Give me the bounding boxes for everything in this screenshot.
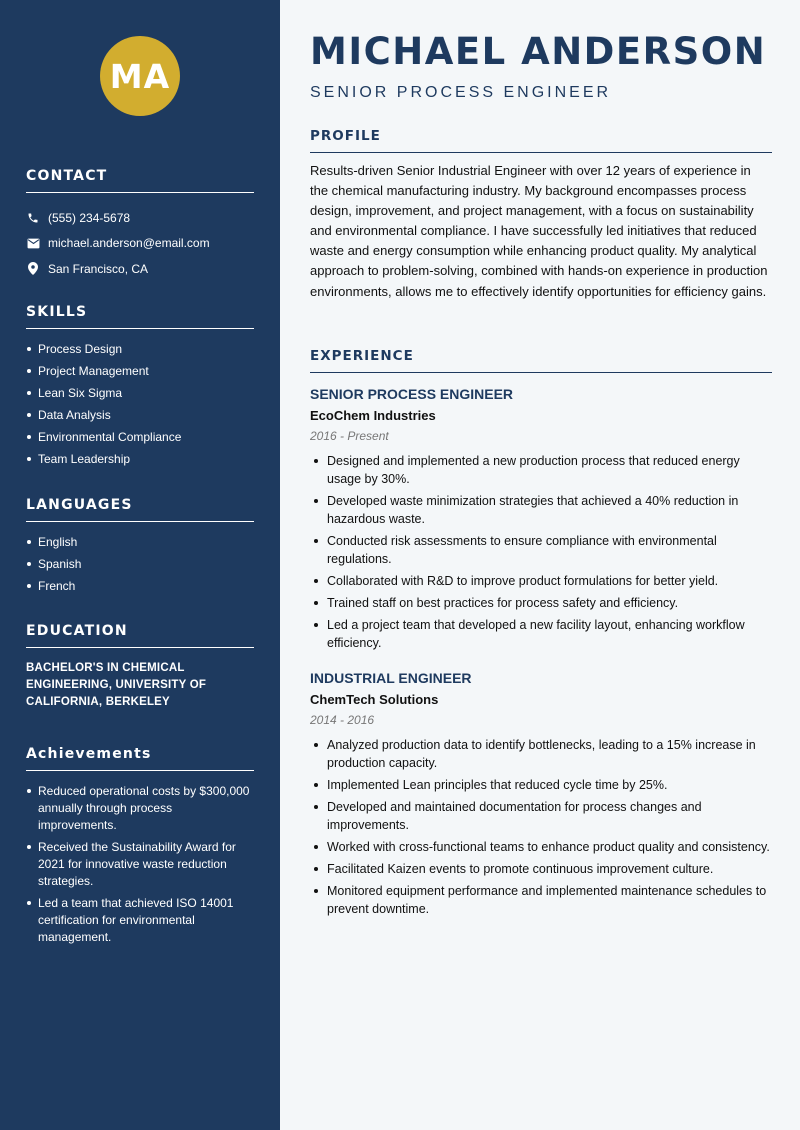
sidebar — [0, 0, 280, 1130]
skill-item: Team Leadership — [26, 451, 254, 467]
language-item: English — [26, 534, 254, 550]
job-title: SENIOR PROCESS ENGINEER — [310, 386, 514, 402]
achievement-item: Led a team that achieved ISO 14001 certification for environmental management. — [26, 895, 254, 946]
job-bullet: Led a project team that developed a new facility layout, enhancing workflow efficiency. — [310, 616, 772, 652]
job-bullets — [310, 452, 772, 652]
avatar: MA — [100, 36, 180, 116]
candidate-title: SENIOR PROCESS ENGINEER — [310, 84, 612, 101]
achievement-item: Received the Sustainability Award for 2021 for innovative waste reduction strategies. — [26, 839, 254, 890]
experience-heading: EXPERIENCE — [310, 348, 772, 373]
language-item: French — [26, 578, 254, 594]
education-section — [26, 623, 254, 711]
job-dates: 2014 - 2016 — [310, 713, 375, 727]
skills-section — [26, 304, 254, 473]
job-bullet: Conducted risk assessments to ensure compliance with environmental regulations. — [310, 532, 772, 568]
skill-item: Project Management — [26, 363, 254, 379]
profile-section — [310, 128, 772, 302]
job-bullet: Facilitated Kaizen events to promote continuous improvement culture. — [310, 860, 772, 878]
education-degree: BACHELOR'S IN CHEMICAL ENGINEERING, UNIVERSITY OF CALIFORNIA, BERKELEY — [26, 662, 207, 708]
job-bullet: Developed waste minimization strategies that achieved a 40% reduction in hazardous waste. — [310, 492, 772, 528]
achievements-list — [26, 783, 254, 946]
contact-phone — [26, 205, 254, 231]
skills-heading: SKILLS — [26, 304, 254, 329]
achievement-item: Reduced operational costs by $300,000 annually through process improvements. — [26, 783, 254, 834]
achievements-heading: Achievements — [26, 746, 254, 771]
contact-section — [26, 168, 254, 282]
languages-list — [26, 534, 254, 594]
job-company: ChemTech Solutions — [310, 692, 439, 707]
job-bullet: Worked with cross-functional teams to enhance product quality and consistency. — [310, 838, 772, 856]
achievements-section — [26, 746, 254, 951]
job-bullet: Collaborated with R&D to improve product formulations for better yield. — [310, 572, 772, 590]
profile-text: Results-driven Senior Industrial Engineer with over 12 years of experience in the chemical manufacturing industry. My background encompasses process design, improvement, and project management, with a focus on sustainability and environmental compliance. I have successfully led initiatives that reduced waste and energy consumption while enhancing product quality. My analytical approach to problem-solving, combined with hands-on experience in production environments, allows me to effectively identify opportunities for efficiency gains. — [310, 163, 768, 299]
job-bullets — [310, 736, 772, 918]
languages-section — [26, 497, 254, 600]
contact-heading: CONTACT — [26, 168, 254, 193]
contact-location — [26, 256, 254, 282]
contact-email — [26, 231, 254, 257]
job-bullet: Developed and maintained documentation for process changes and improvements. — [310, 798, 772, 834]
email-text[interactable]: michael.anderson@email.com — [48, 236, 210, 251]
job-bullet: Trained staff on best practices for process safety and efficiency. — [310, 594, 772, 612]
profile-heading: PROFILE — [310, 128, 772, 153]
location-pin-icon — [26, 262, 40, 276]
job-dates: 2016 - Present — [310, 429, 389, 443]
skill-item: Lean Six Sigma — [26, 385, 254, 401]
languages-heading: LANGUAGES — [26, 497, 254, 522]
skill-item: Data Analysis — [26, 407, 254, 423]
job-entry — [310, 386, 772, 652]
skill-item: Process Design — [26, 341, 254, 357]
location-text: San Francisco, CA — [48, 261, 149, 276]
job-bullet: Designed and implemented a new production process that reduced energy usage by 30%. — [310, 452, 772, 488]
job-bullet: Implemented Lean principles that reduced cycle time by 25%. — [310, 776, 772, 794]
skill-item: Environmental Compliance — [26, 429, 254, 445]
job-title: INDUSTRIAL ENGINEER — [310, 670, 472, 686]
phone-icon — [26, 211, 40, 225]
job-bullet: Analyzed production data to identify bottlenecks, leading to a 15% increase in production capacity. — [310, 736, 772, 772]
job-entry — [310, 670, 772, 918]
phone-text[interactable]: (555) 234-5678 — [48, 210, 131, 225]
skills-list — [26, 341, 254, 467]
mail-icon — [26, 236, 40, 250]
language-item: Spanish — [26, 556, 254, 572]
job-bullet: Monitored equipment performance and implemented maintenance schedules to prevent downtime. — [310, 882, 772, 918]
candidate-name: MICHAEL ANDERSON — [310, 30, 767, 73]
experience-section — [310, 348, 772, 922]
job-company: EcoChem Industries — [310, 408, 436, 423]
education-heading: EDUCATION — [26, 623, 254, 648]
